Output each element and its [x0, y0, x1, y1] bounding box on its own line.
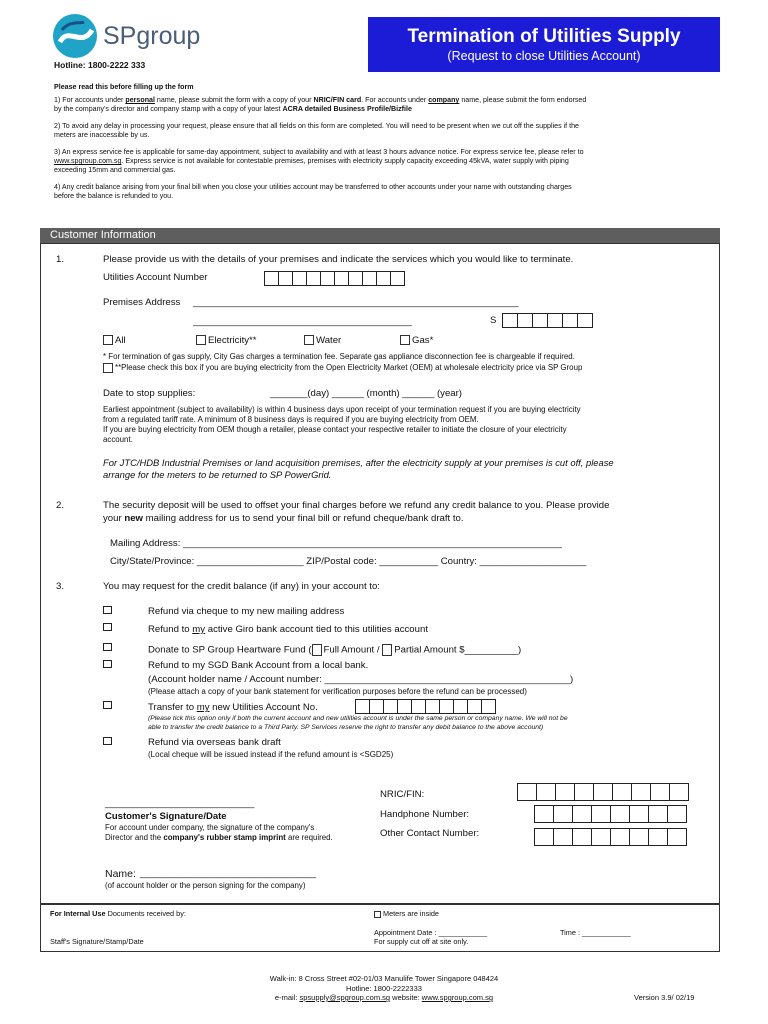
- name-label: Name:: [105, 868, 136, 880]
- title-box: [368, 17, 720, 72]
- signature-note: For account under company, the signature of the company's Director and the company's rubber stamp imprint are required.: [105, 823, 333, 842]
- q1-intro: Please provide us with the details of your premises and indicate the services which you would like to terminate.: [103, 254, 574, 265]
- premises-address-line-1[interactable]: _____________________________________________________________: [193, 297, 519, 308]
- option-overseas-draft: Refund via overseas bank draft: [148, 737, 281, 748]
- option-sgd-bank: Refund to my SGD Bank Account from a local bank.: [148, 660, 369, 671]
- checkbox-icon[interactable]: [196, 335, 206, 345]
- option-5-checkbox[interactable]: [103, 701, 112, 709]
- name-note: (of account holder or the person signing for the company): [105, 881, 306, 890]
- premises-address-label: Premises Address: [103, 297, 181, 308]
- service-gas[interactable]: Gas*: [400, 335, 433, 347]
- postal-code-boxes[interactable]: [502, 312, 592, 330]
- service-all[interactable]: All: [103, 335, 126, 347]
- partial-amount-checkbox[interactable]: [382, 644, 392, 656]
- signature-label: Customer's Signature/Date: [105, 811, 227, 822]
- email-link[interactable]: spsupply@spgroup.com.sg: [299, 993, 391, 1002]
- option-cheque: Refund via cheque to my new mailing address: [148, 606, 345, 617]
- mailing-address-field[interactable]: Mailing Address: _______________________________________________________________________: [110, 538, 562, 549]
- earliest-appointment-note: Earliest appointment (subject to availability) is within 4 business days upon receipt of your termination request if you are buying electricity from a regulated tariff rate. A minimum of 8 business days is required if you are buying electricity from OEM. If you are buying electricity from OEM though a retailer, please contact your respective retailer to initiate the closure of your electricity account.: [103, 405, 581, 444]
- footer-address: Walk-in: 8 Cross Street #02-01/03 Manulife Tower Singapore 048424: [269, 974, 499, 983]
- page-subtitle: (Request to close Utilities Account): [447, 49, 641, 63]
- instruction-4: 4) Any credit balance arising from your final bill when you close your utilities account may be transferred to other accounts under your name with outstanding charges before the balance is refunded to you.: [54, 183, 572, 200]
- option-2-checkbox[interactable]: [103, 623, 112, 631]
- checkbox-icon[interactable]: [400, 335, 410, 345]
- jtc-note: For JTC/HDB Industrial Premises or land acquisition premises, after the electricity supply at your premises is cut off, please arrange for the meters to be returned to SP PowerGrid.: [103, 457, 614, 480]
- sp-logo: [50, 12, 200, 60]
- city-zip-country-field[interactable]: City/State/Province: ____________________ ZIP/Postal code: ___________ Country: ____________________: [110, 556, 587, 567]
- service-water[interactable]: Water: [304, 335, 341, 347]
- meters-checkbox-icon[interactable]: [374, 911, 381, 918]
- account-number-label: Utilities Account Number: [103, 272, 208, 283]
- postal-s-label: S: [490, 315, 497, 326]
- instruction-1: 1) For accounts under personal name, please submit the form with a copy of your NRIC/FIN card. For accounts under company name, please submit the form endorsed by the company's director and company stamp with a copy of your latest ACRA detailed Business Profile/Bizfile: [54, 96, 587, 113]
- full-amount-checkbox[interactable]: [312, 644, 322, 656]
- checkbox-icon[interactable]: [304, 335, 314, 345]
- meters-inside: Meters are inside: [374, 909, 439, 918]
- q2-text: The security deposit will be used to offset your final charges before we refund any credit balance to you. Please provide your new mailing address for us to send your final bill or refund cheque/bank draft to.: [103, 500, 610, 524]
- q3-intro: You may request for the credit balance (if any) in your account to:: [103, 581, 380, 592]
- handphone-boxes[interactable]: [534, 805, 686, 823]
- footer-contact: e-mail: spsupply@spgroup.com.sg website: www.spgroup.com.sg: [274, 993, 494, 1002]
- version: Version 3.9/ 02/19: [634, 993, 695, 1002]
- instructions: [54, 83, 724, 201]
- other-contact-label: Other Contact Number:: [380, 828, 480, 839]
- option-3-checkbox[interactable]: [103, 643, 112, 651]
- section-label: Customer Information: [50, 229, 156, 241]
- page-title: Termination of Utilities Supply: [407, 26, 681, 47]
- footer-hotline: Hotline: 1800-2222333: [346, 983, 422, 993]
- checkbox-icon[interactable]: [103, 335, 113, 345]
- option-donate: Donate to SP Group Heartware Fund ( Full Amount / Partial Amount $__________): [148, 644, 522, 656]
- q1-number: 1.: [56, 254, 65, 265]
- appointment-time: Time : ____________: [560, 928, 631, 937]
- bank-statement-note: (Please attach a copy of your bank statement for verification purposes before the refund can be processed): [148, 687, 527, 696]
- option-giro: Refund to my active Giro bank account tied to this utilities account: [148, 624, 428, 635]
- q2-number: 2.: [56, 500, 65, 511]
- option-1-checkbox[interactable]: [103, 606, 112, 614]
- internal-use-label: For Internal Use Documents received by:: [50, 909, 186, 918]
- gas-note: * For termination of gas supply, City Gas charges a termination fee. Separate gas appliance disconnection fee is chargeable if required.: [103, 352, 575, 361]
- transfer-note: (Please tick this option only if both the current account and new utilities account is under the same person or company name. We will not be able to transfer the credit balance to a Third Party. SP Services reserve the right to transfer any debit balance to the above account): [148, 715, 568, 731]
- staff-signature-label: Staff's Signature/Stamp/Date: [50, 937, 144, 946]
- local-cheque-note: (Local cheque will be issued instead if the refund amount is <SGD25): [148, 750, 394, 759]
- option-transfer: Transfer to my new Utilities Account No.: [148, 702, 318, 713]
- premises-address-line-2[interactable]: _________________________________________: [193, 316, 412, 327]
- nric-boxes[interactable]: [517, 783, 688, 801]
- account-holder-field[interactable]: (Account holder name / Account number: ______________________________________________): [148, 674, 574, 685]
- date-stop-label: Date to stop supplies:: [103, 388, 196, 399]
- date-stop-fields[interactable]: _______(day) ______ (month) ______ (year): [270, 388, 463, 399]
- name-line[interactable]: _________________________________: [140, 868, 317, 879]
- sp-logo-mark-icon: [50, 12, 100, 60]
- option-4-checkbox[interactable]: [103, 660, 112, 668]
- handphone-label: Handphone Number:: [380, 809, 470, 820]
- appointment-date: Appointment Date : ____________: [374, 928, 488, 937]
- oem-note[interactable]: **Please check this box if you are buying electricity from the Open Electricity Market (OEM) at wholesale electricity price via SP Group: [103, 363, 582, 373]
- q3-number: 3.: [56, 581, 65, 592]
- cutoff-note: For supply cut off at site only.: [374, 937, 469, 946]
- website-link[interactable]: www.spgroup.com.sg: [54, 157, 122, 165]
- instruction-3: 3) An express service fee is applicable for same-day appointment, subject to availability and with at least 3 hours advance notice. For express service fee, please refer to www.spgroup.com.sg. Express service is not available for contestable premises, premises with electricity supply capacity exceeding 45kVA, water supply with piping exceeding 15mm and commercial gas.: [54, 148, 584, 174]
- instructions-heading: Please read this before filling up the form: [54, 83, 194, 91]
- signature-line[interactable]: ____________________________: [105, 798, 255, 809]
- option-6-checkbox[interactable]: [103, 737, 112, 745]
- website-footer-link[interactable]: www.spgroup.com.sg: [421, 993, 494, 1002]
- other-contact-boxes[interactable]: [534, 828, 686, 846]
- instruction-2: 2) To avoid any delay in processing your request, please ensure that all fields on this form are completed. You will need to be present when we cut off the supplies if the meters are inaccessible by us.: [54, 122, 579, 139]
- account-number-boxes[interactable]: [264, 270, 404, 288]
- service-electricity[interactable]: Electricity**: [196, 335, 257, 347]
- hotline: Hotline: 1800-2222 333: [54, 60, 146, 70]
- oem-checkbox-icon[interactable]: [103, 363, 113, 373]
- brand-name: SPgroup: [103, 22, 201, 50]
- new-account-boxes[interactable]: [355, 698, 495, 716]
- nric-label: NRIC/FIN:: [380, 789, 425, 800]
